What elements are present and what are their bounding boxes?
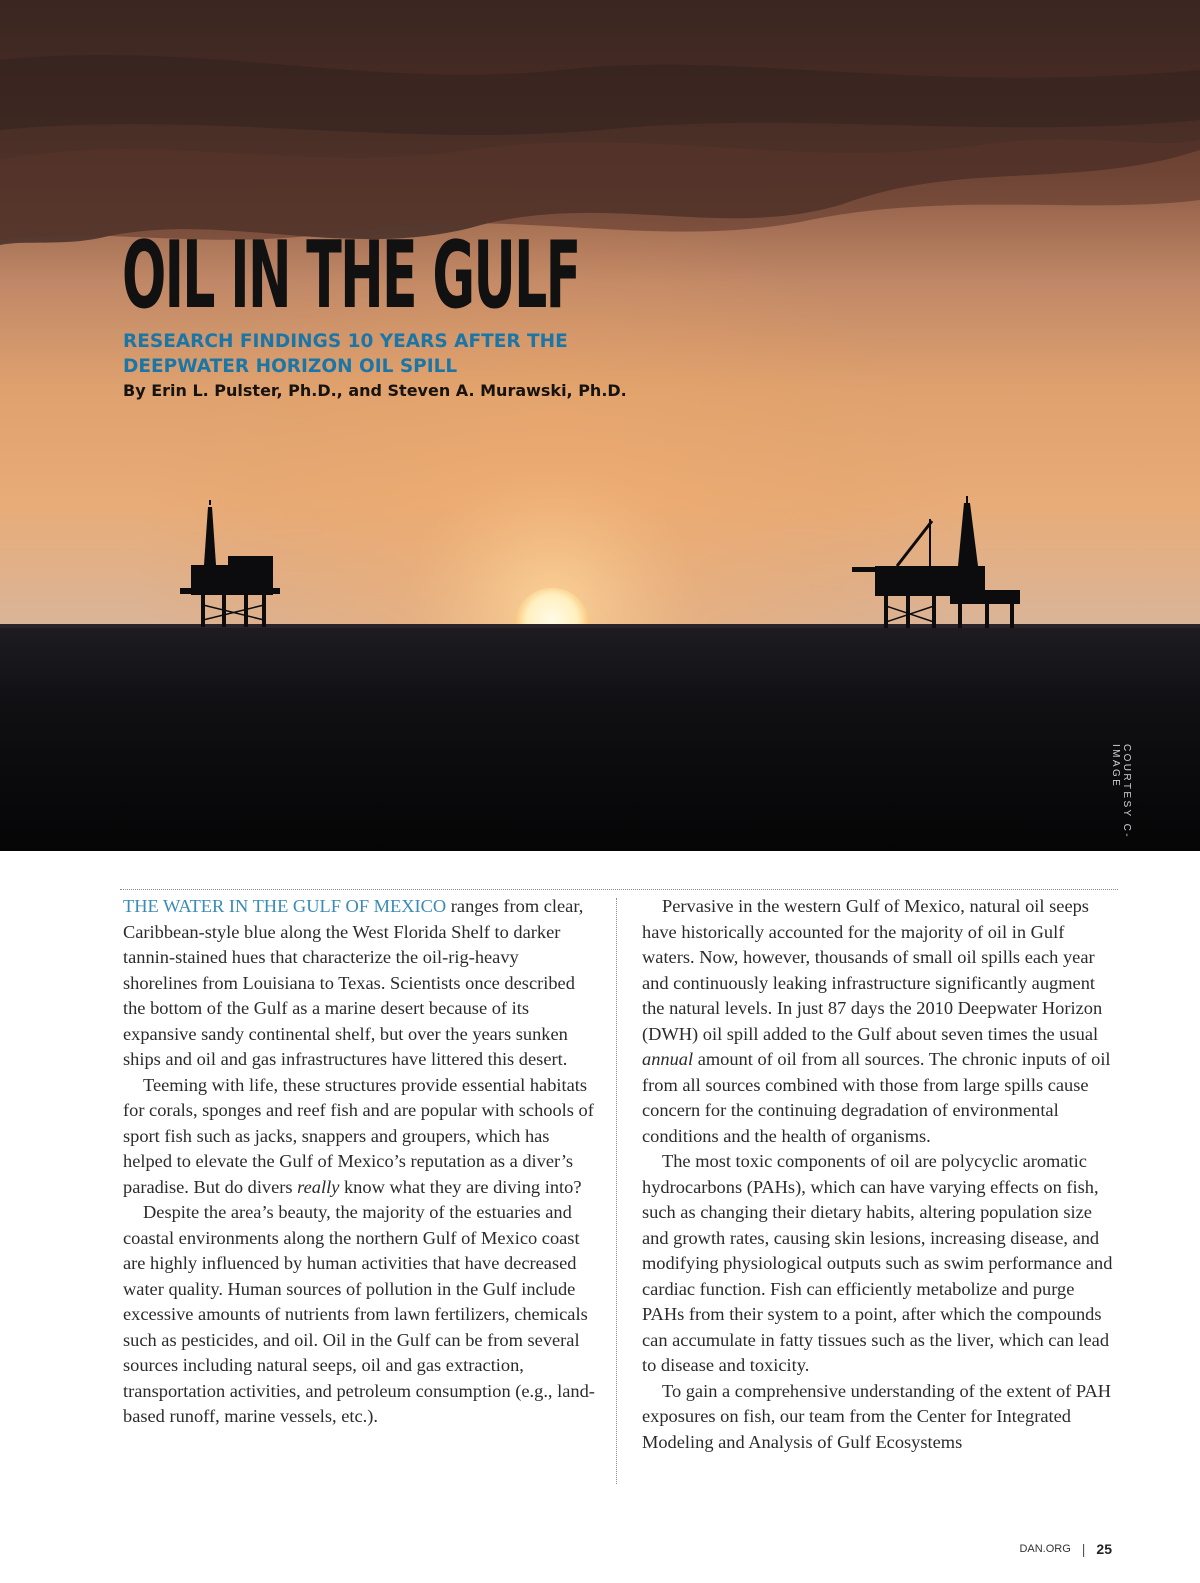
paragraph: [123, 1073, 595, 1201]
site-name: DAN.ORG: [1019, 1543, 1071, 1555]
paragraph-text: know what they are diving into?: [339, 1176, 582, 1197]
emphasis: really: [297, 1176, 340, 1197]
paragraph: Despite the area’s beauty, the majority of the estuaries and coastal environments along the northern Gulf of Mexico coast are highly influenced by human activities that have decreased water quality. Human sources of pollution in the Gulf include excessive amounts of nutrients from lawn fertilizers, chemicals such as pesticides, and oil. Oil in the Gulf can be from several sources including natural seeps, oil and gas extraction, transportation activities, and petroleum consumption (e.g., land-based runoff, marine vessels, etc.).: [123, 1202, 595, 1426]
paragraph: To gain a comprehensive understanding of the extent of PAH exposures on fish, our team from the Center for Integrated Modeling and Analysis of Gulf Ecosystems: [642, 1380, 1112, 1452]
subtitle-line-2: DEEPWATER HORIZON OIL SPILL: [123, 356, 458, 377]
photo-credit: COURTESY C-IMAGE: [1110, 744, 1132, 839]
subtitle-line-1: RESEARCH FINDINGS 10 YEARS AFTER THE: [123, 331, 568, 352]
top-dotted-rule: [120, 889, 1118, 890]
article-column-right: [642, 894, 1118, 1455]
article-column-left: [123, 894, 595, 1430]
folio-separator: |: [1081, 1541, 1086, 1557]
paragraph: [123, 894, 595, 1073]
article-title: OIL IN THE GULF: [122, 221, 580, 329]
paragraph-text: ranges from clear, Caribbean-style blue along the West Florida Shelf to darker tannin-stained hues that characterize the oil-rig-heavy shorelines from Louisiana to Texas. Scientists once described the bottom of the Gulf as a marine desert because of its expansive sandy continental shelf, but over the years sunken ships and oil and gas infrastructures have littered this desert.: [123, 896, 584, 1069]
emphasis: annual: [642, 1049, 694, 1069]
paragraph-text: amount of oil from all sources. The chronic inputs of oil from all sources combined with those from large spills cause concern for the continuing degradation of environmental conditions and the health of organisms.: [642, 1049, 1111, 1146]
paragraph-text: Teeming with life, these structures provide essential habitats for corals, sponges and reef fish and are popular with schools of sport fish such as jacks, snappers and groupers, which has helped to elevate the Gulf of Mexico’s reputation as a diver’s paradise. But do divers: [123, 1074, 594, 1197]
author-byline: By Erin L. Pulster, Ph.D., and Steven A. Murawski, Ph.D.: [123, 381, 627, 400]
page-number: 25: [1096, 1541, 1112, 1557]
paragraph: The most toxic components of oil are polycyclic aromatic hydrocarbons (PAHs), which can have varying effects on fish, such as changing their dietary habits, altering population size and growth rates, causing skin lesions, increasing disease, and modifying physiological outputs such as swim performance and cardiac function. Fish can efficiently metabolize and purge PAHs from their system to a point, after which the compounds can accumulate in fatty tissues such as the liver, which can lead to disease and toxicity.: [642, 1151, 1113, 1375]
lead-in: THE WATER IN THE GULF OF MEXICO: [123, 896, 447, 916]
article-subtitle: [123, 329, 663, 379]
paragraph: [642, 894, 1118, 1149]
page-folio: [1019, 1541, 1112, 1557]
column-divider: [616, 898, 617, 1484]
paragraph-text: Pervasive in the western Gulf of Mexico, natural oil seeps have historically accounted for the majority of oil in Gulf waters. Now, however, thousands of small oil spills each year and continuously leaking infrastructure significantly augment the natural levels. In just 87 days the 2010 Deepwater Horizon (DWH) oil spill added to the Gulf about seven times the usual: [642, 896, 1103, 1044]
